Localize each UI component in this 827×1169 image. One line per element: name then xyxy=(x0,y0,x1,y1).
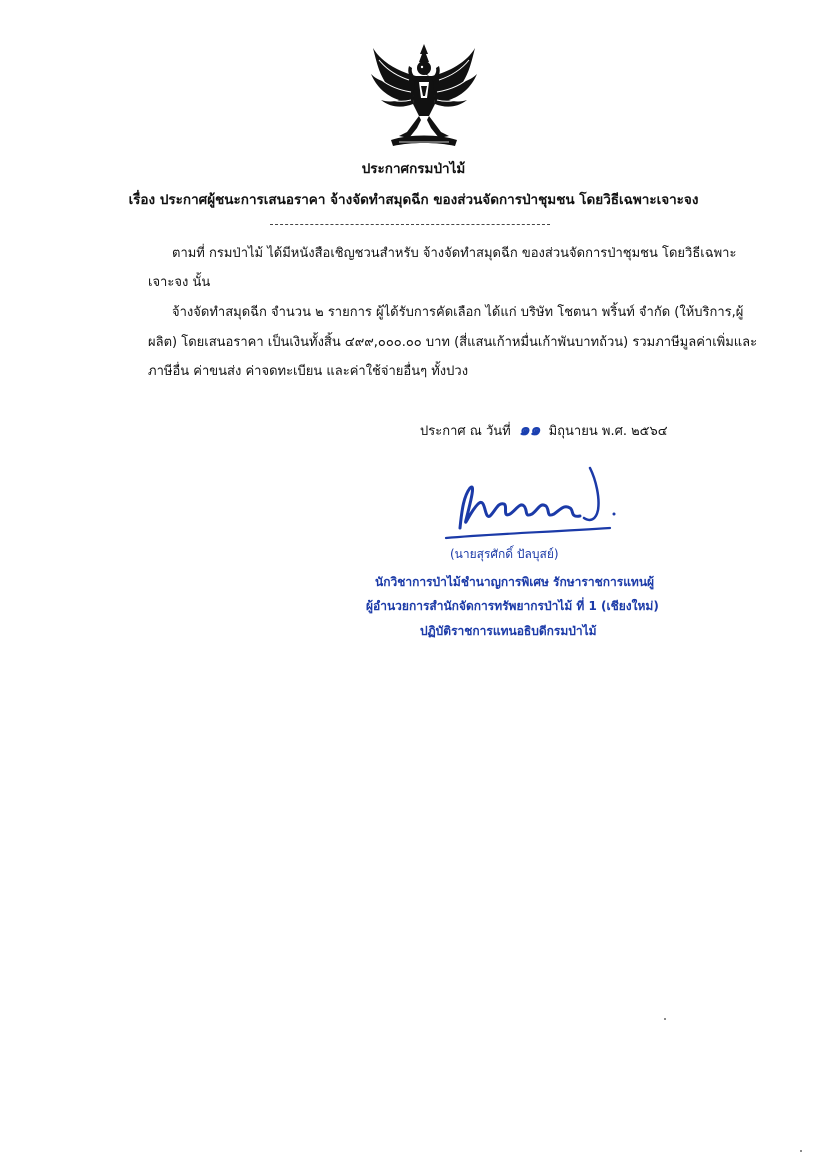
divider xyxy=(270,224,550,225)
date-month-year: มิถุนายน พ.ศ. ๒๕๖๔ xyxy=(548,424,668,439)
paragraph-1-line-2: เจาะจง นั้น xyxy=(148,275,211,290)
handwritten-signature-icon xyxy=(440,458,620,546)
subject-line: เรื่อง ประกาศผู้ชนะการเสนอราคา จ้างจัดทำสมุดฉีก ของส่วนจัดการป่าชุมชน โดยวิธีเฉพาะเจาะจง xyxy=(128,192,699,208)
paragraph-2-line-3: ภาษีอื่น ค่าขนส่ง ค่าจดทะเบียน และค่าใช้จ่ายอื่นๆ ทั้งปวง xyxy=(148,364,469,379)
paragraph-2-line-2: ผลิต) โดยเสนอราคา เป็นเงินทั้งสิ้น ๔๙๙,๐๐๐.๐๐ บาท (สี่แสนเก้าหมื่นเก้าพันบาทถ้วน) รวมภาษีมูลค่าเพิ่มและ xyxy=(148,335,758,350)
paragraph-2-line-1: จ้างจัดทำสมุดฉีก จำนวน ๒ รายการ ผู้ได้รับการคัดเลือก ได้แก่ บริษัท โชตนา พริ้นท์ จำกัด (ให้บริการ,ผู้ xyxy=(172,305,744,320)
date-day: ๑๑ xyxy=(518,420,541,440)
announcement-date xyxy=(420,420,668,442)
scan-speck xyxy=(664,1018,666,1020)
scan-speck xyxy=(800,1150,802,1152)
garuda-emblem-icon xyxy=(369,42,479,150)
signer-name: (นายสุรศักดิ์ ปัลบุสย์) xyxy=(450,547,559,561)
date-prefix: ประกาศ ณ วันที่ xyxy=(420,424,511,439)
paragraph-1-line-1: ตามที่ กรมป่าไม้ ได้มีหนังสือเชิญชวนสำหรับ จ้างจัดทำสมุดฉีก ของส่วนจัดการป่าชุมชน โดยวิธีเฉพาะ xyxy=(172,246,737,261)
signer-position-2: ผู้อำนวยการสำนักจัดการทรัพยากรป่าไม้ ที่ 1 (เชียงใหม่) xyxy=(366,599,659,613)
page-title: ประกาศกรมป่าไม้ xyxy=(361,161,466,177)
signer-position-3: ปฏิบัติราชการแทนอธิบดีกรมป่าไม้ xyxy=(420,624,597,638)
signer-position-1: นักวิชาการป่าไม้ชำนาญการพิเศษ รักษาราชการแทนผู้ xyxy=(375,575,655,589)
